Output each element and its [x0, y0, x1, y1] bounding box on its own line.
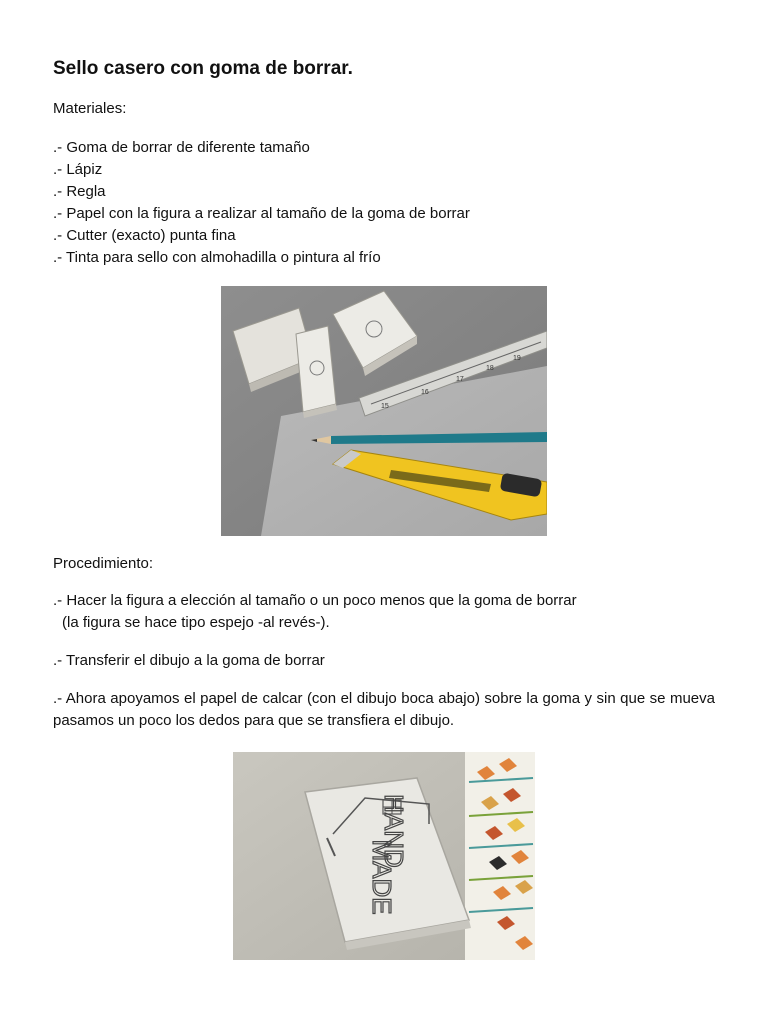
list-item: .- Tinta para sello con almohadilla o pintura al frío	[53, 249, 381, 266]
list-item: .- Goma de borrar de diferente tamaño	[53, 139, 310, 156]
materials-heading: Materiales:	[53, 100, 127, 117]
materials-list	[53, 137, 470, 269]
eraser-text-line-1: HAND	[379, 794, 409, 868]
eraser-transfer-photo	[233, 752, 535, 960]
list-item: .- Papel con la figura a realizar al tamaño de la goma de borrar	[53, 205, 470, 222]
list-item: .- Regla	[53, 183, 106, 200]
step-2: .- Transferir el dibujo a la goma de borrar	[53, 652, 325, 669]
ruler-mark: 15	[381, 403, 389, 410]
list-item: .- Lápiz	[53, 161, 103, 178]
ruler-mark: 17	[456, 376, 464, 383]
document-title: Sello casero con goma de borrar.	[53, 58, 353, 79]
ruler-mark: 19	[513, 355, 521, 362]
patterned-paper	[465, 752, 535, 960]
step-1-line-1: .- Hacer la figura a elección al tamaño o un poco menos que la goma de borrar	[53, 592, 577, 609]
eraser-text-line-2: MADE	[367, 839, 397, 915]
list-item: .- Cutter (exacto) punta fina	[53, 227, 236, 244]
step-3: .- Ahora apoyamos el papel de calcar (con el dibujo boca abajo) sobre la goma y sin que se mueva pasamos un poco los dedos para que se transfiera el dibujo.	[53, 690, 715, 729]
ruler-mark: 16	[421, 389, 429, 396]
procedure-heading: Procedimiento:	[53, 555, 154, 572]
step-1-line-2: (la figura se hace tipo espejo -al revés-).	[62, 614, 330, 631]
ruler-mark: 18	[486, 365, 494, 372]
materials-photo	[221, 286, 547, 536]
